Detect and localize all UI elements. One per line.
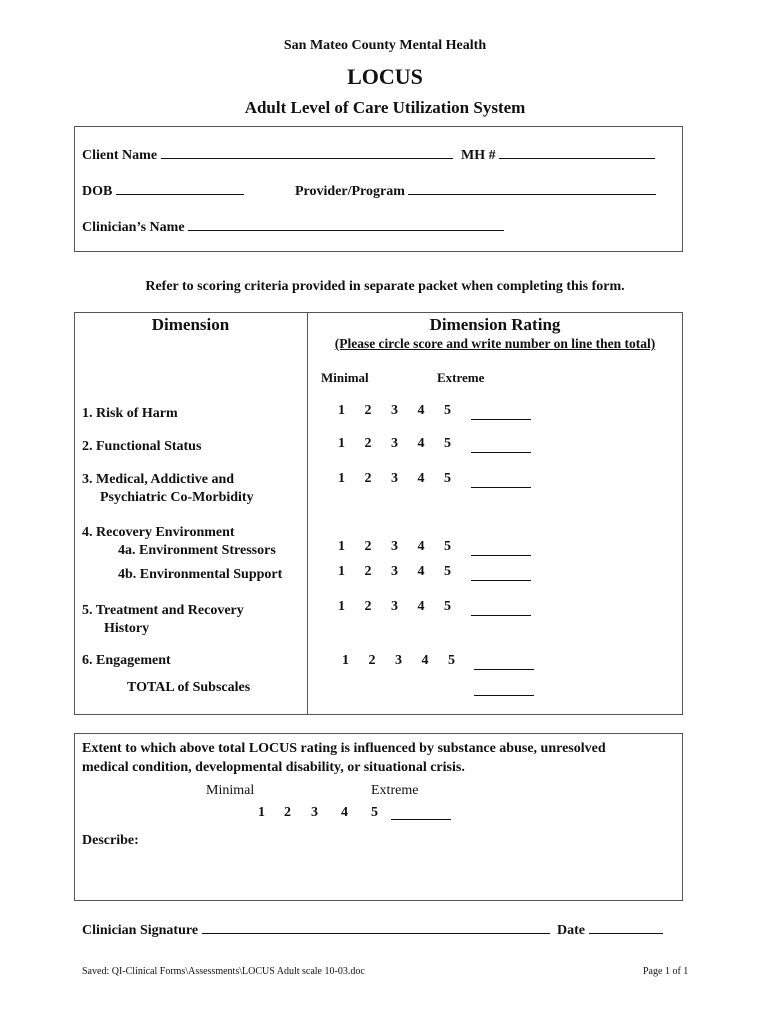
extent-minimal-label: Minimal: [206, 783, 255, 798]
provider-program-label: Provider/Program: [295, 184, 405, 199]
page-number: Page 1 of 1: [643, 966, 689, 977]
score-functional-status-3[interactable]: 3: [391, 436, 398, 451]
score-environment-stressors-4[interactable]: 4: [417, 539, 425, 554]
row-medical-addictive: 3. Medical, Addictive and: [82, 472, 235, 487]
score-environment-stressors-2[interactable]: 2: [364, 539, 372, 554]
extent-box: [74, 733, 683, 901]
score-engagement-3[interactable]: 3: [395, 653, 402, 668]
score-medical-comorbidity-1[interactable]: 1: [338, 471, 345, 486]
table-divider: [307, 312, 308, 715]
row-history: History: [104, 621, 150, 636]
row-risk-of-harm: 1. Risk of Harm: [82, 406, 178, 421]
describe-label: Describe:: [82, 833, 139, 848]
extent-extreme-label: Extreme: [371, 783, 419, 798]
rating-header: Dimension Rating: [429, 315, 561, 334]
score-treatment-history-4[interactable]: 4: [417, 599, 425, 614]
saved-path: Saved: QI-Clinical Forms\Assessments\LOCUS Adult scale 10-03.doc: [82, 966, 365, 977]
score-environmental-support-3[interactable]: 3: [391, 564, 398, 579]
mh-number-field[interactable]: [461, 146, 655, 164]
extent-score-5[interactable]: 5: [371, 805, 378, 820]
row-total-subscales: TOTAL of Subscales: [127, 680, 251, 695]
row-treatment-recovery: 5. Treatment and Recovery: [82, 603, 244, 618]
row-environmental-support: 4b. Environmental Support: [118, 567, 283, 582]
extreme-label: Extreme: [437, 370, 485, 385]
mh-number-label: MH #: [461, 148, 496, 163]
clinician-name-field[interactable]: [82, 218, 504, 236]
row-psychiatric-comorbidity: Psychiatric Co-Morbidity: [100, 490, 254, 505]
client-name-line[interactable]: [161, 146, 453, 159]
client-name-field[interactable]: [82, 146, 453, 164]
client-name-label: Client Name: [82, 148, 158, 163]
minimal-label: Minimal: [321, 370, 369, 385]
score-environmental-support-1[interactable]: 1: [338, 564, 345, 579]
clinician-signature-line[interactable]: [202, 921, 550, 934]
extent-text-line1: Extent to which above total LOCUS rating is influenced by substance abuse, unresolved: [82, 741, 606, 756]
extent-score-3[interactable]: 3: [311, 805, 318, 820]
mh-number-line[interactable]: [499, 146, 655, 159]
form-subtitle: Adult Level of Care Utilization System: [244, 98, 526, 117]
date-label: Date: [557, 923, 585, 938]
extent-score-4[interactable]: 4: [341, 805, 348, 820]
score-risk-of-harm-2[interactable]: 2: [364, 403, 372, 418]
instruction-text: Refer to scoring criteria provided in separate packet when completing this form.: [145, 279, 625, 294]
score-functional-status-2[interactable]: 2: [364, 436, 372, 451]
form-title: LOCUS: [347, 64, 423, 89]
score-environment-stressors-3[interactable]: 3: [391, 539, 398, 554]
date-line[interactable]: [589, 921, 663, 934]
date-field[interactable]: [557, 921, 663, 939]
score-functional-status-4[interactable]: 4: [417, 436, 425, 451]
score-line-treatment-history[interactable]: [471, 614, 531, 616]
clinician-name-line[interactable]: [188, 218, 504, 231]
extent-score-line[interactable]: [391, 818, 451, 820]
score-medical-comorbidity-2[interactable]: 2: [364, 471, 372, 486]
clinician-signature-field[interactable]: [82, 921, 550, 939]
score-risk-of-harm-3[interactable]: 3: [391, 403, 398, 418]
score-treatment-history-5[interactable]: 5: [444, 599, 451, 614]
row-recovery-environment: 4. Recovery Environment: [82, 525, 235, 540]
dob-line[interactable]: [116, 182, 244, 195]
score-treatment-history-3[interactable]: 3: [391, 599, 398, 614]
score-risk-of-harm-4[interactable]: 4: [417, 403, 425, 418]
dimension-header: Dimension: [151, 315, 230, 334]
score-line-engagement[interactable]: [474, 668, 534, 670]
provider-program-line[interactable]: [408, 182, 656, 195]
dob-label: DOB: [82, 184, 113, 199]
score-engagement-4[interactable]: 4: [421, 653, 429, 668]
score-engagement-1[interactable]: 1: [342, 653, 349, 668]
rating-subheader: (Please circle score and write number on line then total): [334, 336, 656, 351]
score-environmental-support-2[interactable]: 2: [364, 564, 372, 579]
extent-text-line2: medical condition, developmental disability, or situational crisis.: [82, 760, 465, 775]
score-medical-comorbidity-3[interactable]: 3: [391, 471, 398, 486]
score-functional-status-1[interactable]: 1: [338, 436, 345, 451]
score-line-medical-comorbidity[interactable]: [471, 486, 531, 488]
org-name: San Mateo County Mental Health: [283, 38, 487, 53]
score-line-environmental-support[interactable]: [471, 579, 531, 581]
score-environmental-support-5[interactable]: 5: [444, 564, 451, 579]
extent-score-1[interactable]: 1: [258, 805, 265, 820]
score-risk-of-harm-5[interactable]: 5: [444, 403, 451, 418]
score-engagement-2[interactable]: 2: [368, 653, 376, 668]
row-functional-status: 2. Functional Status: [82, 439, 202, 454]
provider-program-field[interactable]: [295, 182, 656, 200]
score-medical-comorbidity-4[interactable]: 4: [417, 471, 425, 486]
extent-score-2[interactable]: 2: [284, 805, 291, 820]
total-subscales-line[interactable]: [474, 694, 534, 696]
score-risk-of-harm-1[interactable]: 1: [338, 403, 345, 418]
clinician-signature-label: Clinician Signature: [82, 923, 199, 938]
score-line-environment-stressors[interactable]: [471, 554, 531, 556]
score-environment-stressors-5[interactable]: 5: [444, 539, 451, 554]
score-environmental-support-4[interactable]: 4: [417, 564, 425, 579]
score-line-risk-of-harm[interactable]: [471, 418, 531, 420]
dob-field[interactable]: [82, 182, 244, 200]
score-engagement-5[interactable]: 5: [448, 653, 455, 668]
score-environment-stressors-1[interactable]: 1: [338, 539, 345, 554]
row-environment-stressors: 4a. Environment Stressors: [118, 543, 276, 558]
score-treatment-history-2[interactable]: 2: [364, 599, 372, 614]
clinician-name-label: Clinician’s Name: [82, 220, 185, 235]
score-functional-status-5[interactable]: 5: [444, 436, 451, 451]
score-treatment-history-1[interactable]: 1: [338, 599, 345, 614]
score-medical-comorbidity-5[interactable]: 5: [444, 471, 451, 486]
row-engagement: 6. Engagement: [82, 653, 171, 668]
score-line-functional-status[interactable]: [471, 451, 531, 453]
